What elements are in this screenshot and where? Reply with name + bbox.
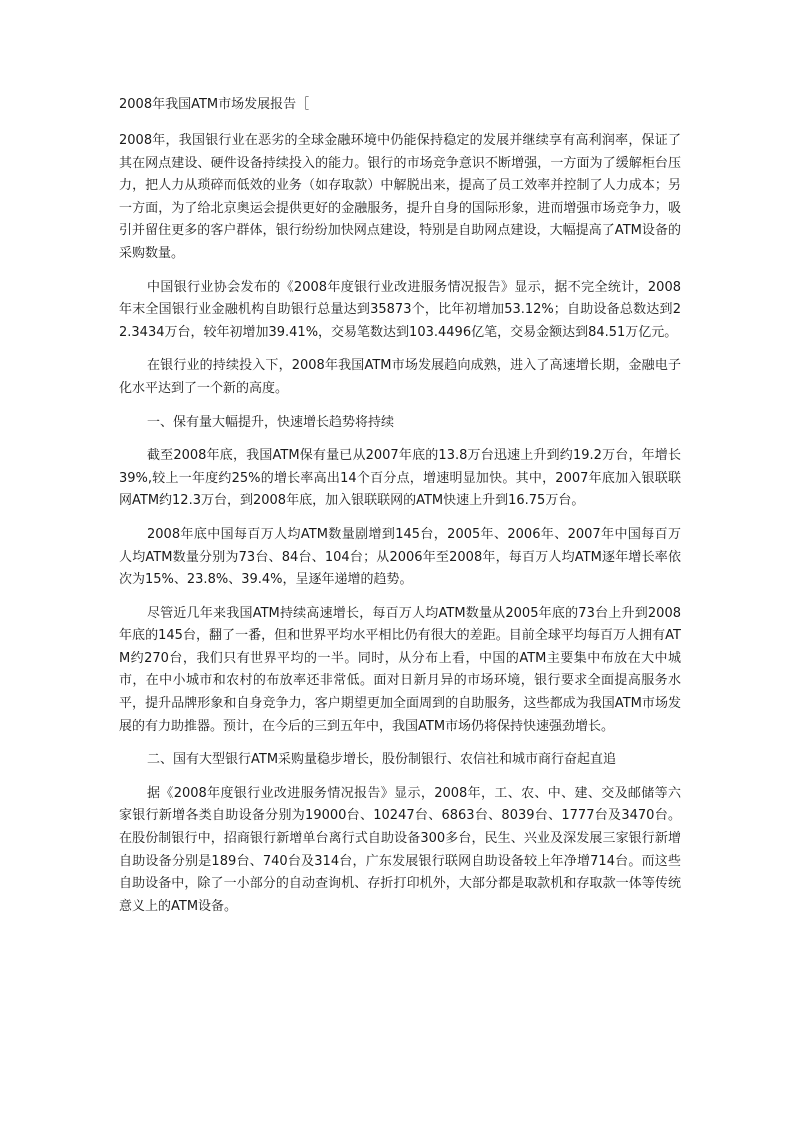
section1-paragraph: 2008年底中国每百万人均ATM数量剧增到145台，2005年、2006年、2007年中国每百万人均ATM数量分别为73台、84台、104台；从2006年至2008年，每百万人均ATM逐年增长率依次为15%、23.8%、39.4%，呈逐年递增的趋势。 [119,526,681,588]
document-page [119,94,681,929]
section-heading-1: 一、保有量大幅提升，快速增长趋势将持续 [147,414,395,430]
section2-paragraph: 据《2008年度银行业改进服务情况报告》显示，2008年，工、农、中、建、交及邮储等六家银行新增各类自助设备分别为19000台、10247台、6863台、8039台、1777台及3470台。在股份制银行中，招商银行新增单台离行式自助设备300多台，民生、兴业及深发展三家银行新增自助设备分别是189台、740台及314台，广东发展银行联网自助设备较上年净增714台。而这些自助设备中，除了一小部分的自动查询机、存折打印机外，大部分都是取款机和存取款一体等传统意义上的ATM设备。 [119,785,681,914]
statistics-paragraph: 中国银行业协会发布的《2008年度银行业改进服务情况报告》显示，据不完全统计，2008年末全国银行业金融机构自助银行总量达到35873个，比年初增加53.12%；自助设备总数达到22.3434万台，较年初增加39.41%，交易笔数达到103.4496亿笔，交易金额达到84.51万亿元。 [119,279,681,340]
section1-paragraph: 截至2008年底，我国ATM保有量已从2007年底的13.8万台迅速上升到约19.2万台，年增长39%,较上一年度约25%的增长率高出14个百分点，增速明显加快。其中，2007年底加入银联联网ATM约12.3万台，到2008年底，加入银联联网的ATM快速上升到16.75万台。 [119,448,681,509]
document-title: 2008年我国ATM市场发展报告［ [119,97,310,112]
summary-paragraph: 在银行业的持续投入下，2008年我国ATM市场发展趋向成熟，进入了高速增长期，金融电子化水平达到了一个新的高度。 [119,358,681,396]
section-heading-2: 二、国有大型银行ATM采购量稳步增长，股份制银行、农信社和城市商行奋起直追 [147,752,617,768]
intro-paragraph: 2008年，我国银行业在恶劣的全球金融环境中仍能保持稳定的发展并继续享有高利润率，保证了其在网点建设、硬件设备持续投入的能力。银行的市场竞争意识不断增强，一方面为了缓解柜台压力，把人力从琐碎而低效的业务（如存取款）中解脱出来，提高了员工效率并控制了人力成本；另一方面，为了给北京奥运会提供更好的金融服务，提升自身的国际形象，进而增强市场竞争力，吸引并留住更多的客户群体，银行纷纷加快网点建设，特别是自助网点建设，大幅提高了ATM设备的采购数量。 [119,133,681,261]
section1-paragraph: 尽管近几年来我国ATM持续高速增长，每百万人均ATM数量从2005年底的73台上升到2008年底的145台，翻了一番，但和世界平均水平相比仍有很大的差距。目前全球平均每百万人拥有ATM约270台，我们只有世界平均的一半。同时，从分布上看，中国的ATM主要集中布放在大中城市，在中小城市和农村的布放率还非常低。面对日新月异的市场环境，银行要求全面提高服务水平，提升品牌形象和自身竞争力，客户期望更加全面周到的自助服务，这些都成为我国ATM市场发展的有力助推器。预计，在今后的三到五年中，我国ATM市场仍将保持快速强劲增长。 [119,605,681,734]
